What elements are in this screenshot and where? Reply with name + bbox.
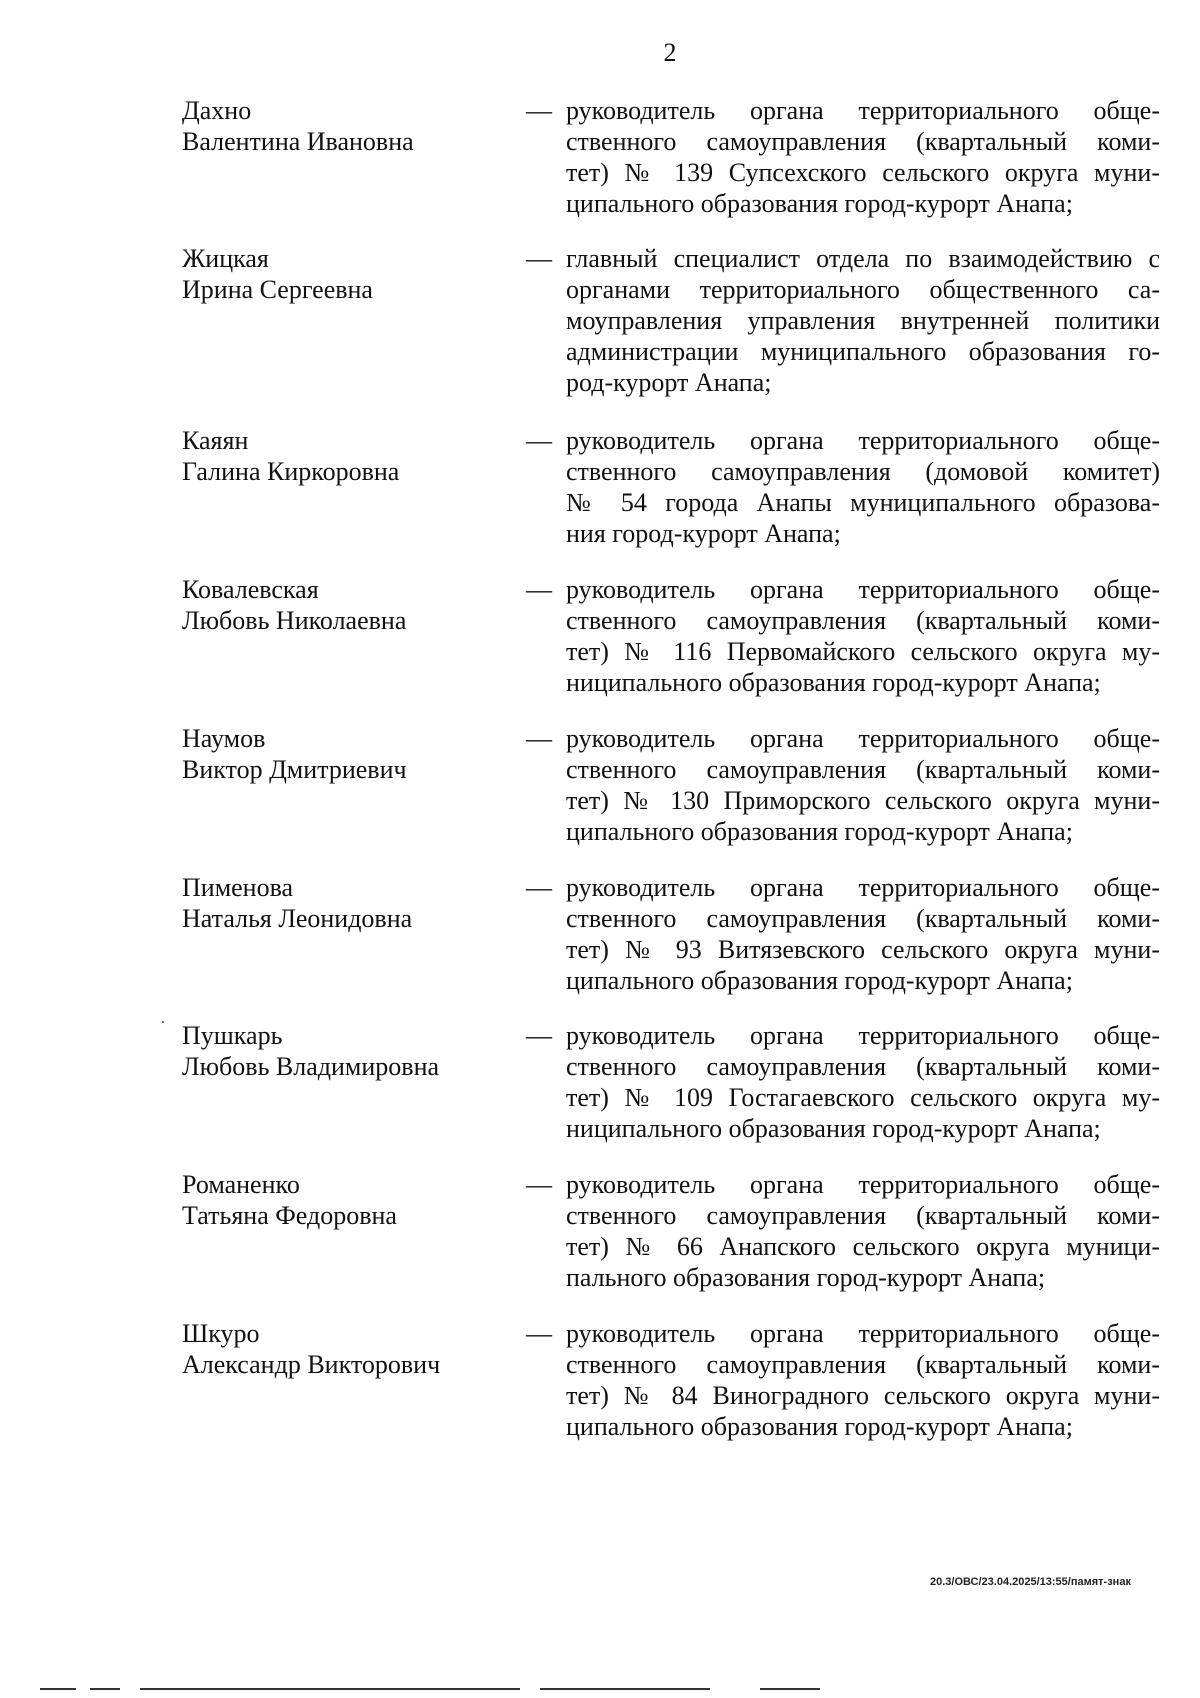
given-names: Валентина Ивановна: [182, 127, 414, 156]
given-names: Наталья Леонидовна: [182, 904, 413, 933]
description-line: ципального образования город-курорт Анапа;: [566, 966, 1073, 995]
position-description: [566, 95, 1160, 219]
description-line: ственного самоуправления (домовой комитет): [566, 457, 1160, 486]
description-line: ственного самоуправления (квартальный коми-: [566, 1350, 1160, 1379]
surname: Жицкая: [182, 244, 269, 273]
surname: Дахно: [182, 96, 252, 125]
surname: Шкуро: [182, 1319, 260, 1348]
surname: Пименова: [182, 873, 294, 902]
list-item: [0, 1169, 1200, 1309]
description-line: тет) № 93 Витязевского сельского округа муни-: [566, 935, 1160, 964]
description-line: ципального образования город-курорт Анапа;: [566, 817, 1073, 846]
description-line: главный специалист отдела по взаимодействию с: [566, 244, 1160, 273]
description-line: моуправления управления внутренней политики: [566, 306, 1160, 335]
dash: —: [526, 426, 552, 455]
given-names: Любовь Владимировна: [182, 1052, 440, 1081]
dash: —: [526, 724, 552, 753]
given-names: Любовь Николаевна: [182, 606, 407, 635]
description-line: тет) № 84 Виноградного сельского округа муни-: [566, 1381, 1160, 1410]
description-line: ципального образования город-курорт Анапа;: [566, 189, 1073, 218]
description-line: руководитель органа территориального обще-: [566, 873, 1160, 902]
position-description: [566, 243, 1160, 398]
description-line: № 54 города Анапы муниципального образова-: [566, 488, 1160, 517]
position-description: [566, 1169, 1160, 1293]
surname: Романенко: [182, 1170, 300, 1199]
dash: —: [526, 1319, 552, 1348]
person-name: [182, 872, 502, 934]
description-line: ципального образования город-курорт Анапа;: [566, 1412, 1073, 1441]
position-description: [566, 425, 1160, 549]
position-description: [566, 723, 1160, 847]
description-line: ственного самоуправления (квартальный коми-: [566, 904, 1160, 933]
list-item: [0, 95, 1200, 235]
surname: Каяян: [182, 426, 249, 455]
description-line: руководитель органа территориального обще-: [566, 1170, 1160, 1199]
list-item: [0, 425, 1200, 565]
description-line: руководитель органа территориального обще-: [566, 575, 1160, 604]
description-line: руководитель органа территориального обще-: [566, 1021, 1160, 1050]
description-line: ниципального образования город-курорт Анапа;: [566, 668, 1101, 697]
dash: —: [526, 575, 552, 604]
description-line: тет) № 109 Гостагаевского сельского округа му-: [566, 1083, 1160, 1112]
description-line: ственного самоуправления (квартальный коми-: [566, 1201, 1160, 1230]
description-line: пального образования город-курорт Анапа;: [566, 1263, 1046, 1292]
dash: —: [526, 244, 552, 273]
description-line: ственного самоуправления (квартальный коми-: [566, 1052, 1160, 1081]
surname: Наумов: [182, 724, 266, 753]
list-item: [0, 1020, 1200, 1160]
description-line: руководитель органа территориального обще-: [566, 96, 1160, 125]
dash: —: [526, 873, 552, 902]
given-names: Галина Киркоровна: [182, 457, 400, 486]
description-line: администрации муниципального образования го-: [566, 337, 1160, 366]
dash: —: [526, 1170, 552, 1199]
person-name: [182, 1020, 502, 1082]
position-description: [566, 872, 1160, 996]
description-line: тет) № 116 Первомайского сельского округа му-: [566, 637, 1160, 666]
description-line: органами территориального общественного са-: [566, 275, 1160, 304]
description-line: тет) № 139 Супсехского сельского округа муни-: [566, 158, 1160, 187]
list-item: [0, 872, 1200, 1012]
description-line: ниципального образования город-курорт Анапа;: [566, 1114, 1101, 1143]
position-description: [566, 1020, 1160, 1144]
given-names: Ирина Сергеевна: [182, 275, 373, 304]
scan-speck: [162, 1021, 164, 1023]
person-name: [182, 723, 502, 785]
given-names: Александр Викторович: [182, 1350, 441, 1379]
description-line: руководитель органа территориального обще-: [566, 724, 1160, 753]
description-line: тет) № 66 Анапского сельского округа муници-: [566, 1232, 1160, 1261]
given-names: Татьяна Федоровна: [182, 1201, 397, 1230]
person-name: [182, 1318, 502, 1380]
person-name: [182, 574, 502, 636]
description-line: род-курорт Анапа;: [566, 368, 772, 397]
dash: —: [526, 1021, 552, 1050]
description-line: ственного самоуправления (квартальный коми-: [566, 127, 1160, 156]
description-line: ния город-курорт Анапа;: [566, 519, 841, 548]
person-name: [182, 1169, 502, 1231]
list-item: [0, 1318, 1200, 1458]
list-item: [0, 243, 1200, 397]
list-item: [0, 723, 1200, 863]
footer-stamp: 20.3/ОВС/23.04.2025/13:55/памят-знак: [930, 1576, 1131, 1588]
surname: Пушкарь: [182, 1021, 283, 1050]
position-description: [566, 1318, 1160, 1442]
description-line: ственного самоуправления (квартальный коми-: [566, 755, 1160, 784]
position-description: [566, 574, 1160, 698]
dash: —: [526, 96, 552, 125]
description-line: ственного самоуправления (квартальный коми-: [566, 606, 1160, 635]
person-name: [182, 243, 502, 305]
list-item: [0, 574, 1200, 714]
surname: Ковалевская: [182, 575, 319, 604]
page-number: 2: [663, 38, 677, 67]
person-name: [182, 425, 502, 487]
given-names: Виктор Дмитриевич: [182, 755, 407, 784]
person-name: [182, 95, 502, 157]
description-line: руководитель органа территориального обще-: [566, 1319, 1160, 1348]
description-line: тет) № 130 Приморского сельского округа муни-: [566, 786, 1160, 815]
description-line: руководитель органа территориального обще-: [566, 426, 1160, 455]
